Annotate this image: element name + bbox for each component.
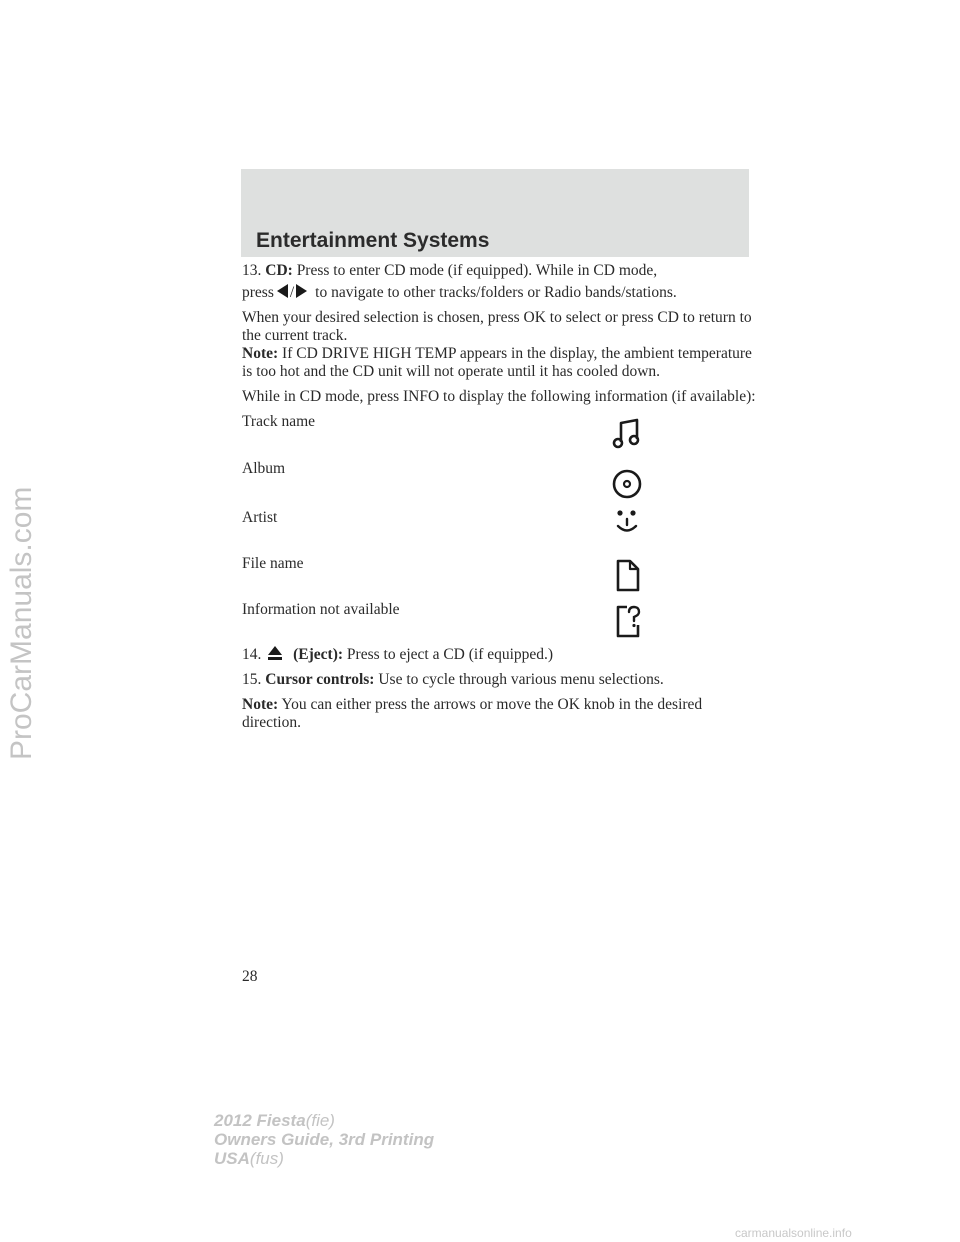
- item-text: Use to cycle through various menu selections.: [378, 671, 664, 688]
- artist-face-icon: [612, 504, 642, 538]
- item-text: Press to eject a CD (if equipped.): [346, 646, 554, 663]
- item-13-line1: [242, 262, 762, 280]
- footer-model-code: (fie): [305, 1111, 335, 1130]
- section-header: [241, 169, 749, 257]
- file-question-icon: [612, 605, 642, 639]
- note-label: Note:: [242, 345, 279, 362]
- disc-icon: [612, 468, 642, 502]
- item-text: to navigate to other tracks/folders or Radio bands/stations.: [315, 284, 677, 301]
- note-2: [242, 696, 762, 732]
- item-text: Press to enter CD mode (if equipped). While in CD mode,: [296, 262, 658, 279]
- item-number: 14.: [242, 646, 262, 663]
- page-number: 28: [242, 968, 258, 985]
- note-label: Note:: [242, 696, 279, 713]
- info-row-information-not-available: [242, 601, 652, 641]
- file-icon: [612, 559, 642, 593]
- info-label: Track name: [242, 413, 316, 430]
- info-row-album: [242, 460, 652, 500]
- info-list: [242, 413, 762, 645]
- item-number: 13.: [242, 262, 262, 279]
- info-row-track-name: [242, 413, 652, 453]
- note-text: You can either press the arrows or move the OK knob in the desired direction.: [242, 696, 703, 731]
- footer: [214, 1111, 434, 1168]
- info-label: Artist: [242, 509, 278, 526]
- section-title: Entertainment Systems: [256, 229, 490, 252]
- info-intro: While in CD mode, press INFO to display the following information (if available):: [242, 388, 756, 405]
- footer-model: 2012 Fiesta: [214, 1111, 306, 1130]
- item-13-line2: [242, 284, 762, 302]
- page-content: [242, 262, 762, 739]
- item-label: CD:: [265, 262, 293, 279]
- info-label: File name: [242, 555, 304, 572]
- footer-line-guide: Owners Guide, 3rd Printing: [214, 1130, 435, 1149]
- eject-icon: [267, 645, 283, 661]
- item-15: [242, 671, 762, 689]
- item-14: [242, 645, 762, 664]
- seek-right-icon: [296, 284, 307, 298]
- item-number: 15.: [242, 671, 262, 688]
- side-watermark: ProCarManuals.com: [5, 486, 38, 760]
- footer-line-model: [214, 1111, 434, 1130]
- footer-line-region: [214, 1149, 434, 1168]
- info-row-artist: [242, 509, 652, 549]
- item-13-note: [242, 345, 762, 381]
- bottom-watermark: carmanualsonline.info: [735, 1226, 852, 1240]
- note-text: If CD DRIVE HIGH TEMP appears in the display, the ambient temperature is too hot and the CD unit will not operate until it has cooled down.: [242, 345, 752, 380]
- info-label: Information not available: [242, 601, 400, 618]
- info-label: Album: [242, 460, 286, 477]
- item-label: Cursor controls:: [265, 671, 375, 688]
- slash: /: [289, 284, 295, 301]
- footer-region-code: (fus): [249, 1149, 284, 1168]
- music-note-icon: [612, 417, 642, 451]
- item-13-para2: When your desired selection is chosen, press OK to select or press CD to return to the current track.: [242, 309, 752, 344]
- info-row-file-name: [242, 555, 652, 595]
- footer-region: USA: [214, 1149, 250, 1168]
- press-word: press: [242, 284, 274, 301]
- item-label: (Eject):: [293, 646, 344, 663]
- seek-left-icon: [277, 284, 288, 298]
